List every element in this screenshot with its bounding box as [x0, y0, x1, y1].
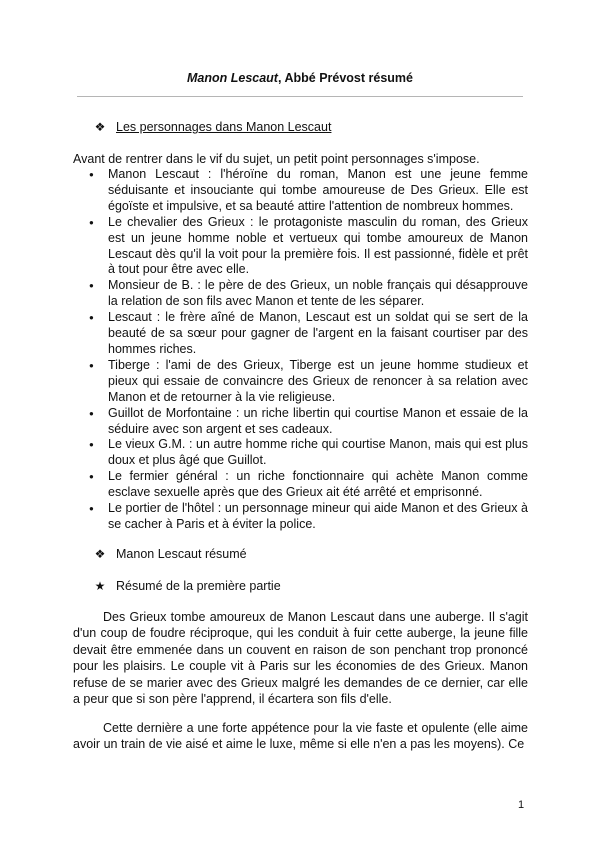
title-work: Manon Lescaut — [186, 71, 278, 85]
list-item: ● Monsieur de B. : le père de des Grieux, un noble français qui désapprouve la relation de son fils avec Manon et tente de les séparer. — [0, 278, 528, 310]
intro-text: Avant de rentrer dans le vif du sujet, un petit point personnages s'impose. — [73, 152, 480, 166]
diamond-bullet-icon: ❖ — [94, 547, 106, 561]
section-heading-summary — [94, 546, 247, 562]
title-divider — [77, 96, 523, 97]
list-item: ● Le fermier général : un riche fonctionnaire qui achète Manon comme esclave sexuelle après que des Grieux ait été arrêté et emprisonné. — [0, 469, 528, 501]
list-item: ● Le portier de l'hôtel : un personnage mineur qui aide Manon et des Grieux à se cacher à Paris et à éviter la police. — [0, 501, 528, 533]
section-heading-characters — [94, 119, 332, 135]
section-heading-text: Les personnages dans Manon Lescaut — [116, 120, 332, 134]
character-list — [0, 167, 600, 533]
section-heading-text: Résumé de la première partie — [116, 579, 281, 593]
page-number: 1 — [518, 799, 525, 811]
list-item: ● Guillot de Morfontaine : un riche libertin qui courtise Manon et essaie de la séduire avec son argent et ses cadeaux. — [0, 406, 528, 438]
title-author: , Abbé Prévost résumé — [277, 71, 413, 85]
diamond-bullet-icon: ❖ — [94, 120, 106, 134]
page-title — [0, 70, 600, 86]
section-heading-part-one — [94, 578, 281, 594]
summary-paragraph: Cette dernière a une forte appétence pour la vie faste et opulente (elle aime avoir un train de vie aisé et aime le luxe, même si elle n'en a pas les moyens). Ce — [73, 721, 528, 752]
section-heading-text: Manon Lescaut résumé — [116, 547, 247, 561]
list-item: ● Lescaut : le frère aîné de Manon, Lescaut est un soldat qui se sert de la beauté de sa sœur pour gagner de l'argent en la faisant courtiser par des hommes riches. — [0, 310, 528, 358]
star-bullet-icon: ★ — [94, 579, 106, 593]
list-item: ● Le chevalier des Grieux : le protagoniste masculin du roman, des Grieux est un jeune homme noble et vertueux qui tombe amoureux de Manon Lescaut dès qu'il la voit pour la première fois. Il est passionné, fidèle et prêt à tout pour être avec elle. — [0, 215, 528, 279]
list-item: ● Tiberge : l'ami de des Grieux, Tiberge est un jeune homme studieux et pieux qui essaie de convaincre des Grieux de renoncer à sa relation avec Manon et de retourner à la vie religieuse. — [0, 358, 528, 406]
summary-paragraph: Des Grieux tombe amoureux de Manon Lescaut dans une auberge. Il s'agit d'un coup de foudre réciproque, qui les conduit à fuir cette auberge, la jeune fille devait être emmenée dans un couvent en raison de son penchant trop prononcé pour les plaisirs. Le couple vit à Paris sur les économies de des Grieux. Manon refuse de se marier avec des Grieux malgré les demandes de ce dernier, car elle a peur que si son père l'apprend, il écartera son fils d'elle. — [73, 610, 528, 707]
list-item: ● Le vieux G.M. : un autre homme riche qui courtise Manon, mais qui est plus doux et plus âgé que Guillot. — [0, 437, 528, 469]
list-item: ● Manon Lescaut : l'héroïne du roman, Manon est une jeune femme séduisante et insouciante qui tombe amoureuse de Des Grieux. Elle est égoïste et impulsive, et sa beauté attire l'attention de nombreux hommes. — [0, 167, 528, 215]
